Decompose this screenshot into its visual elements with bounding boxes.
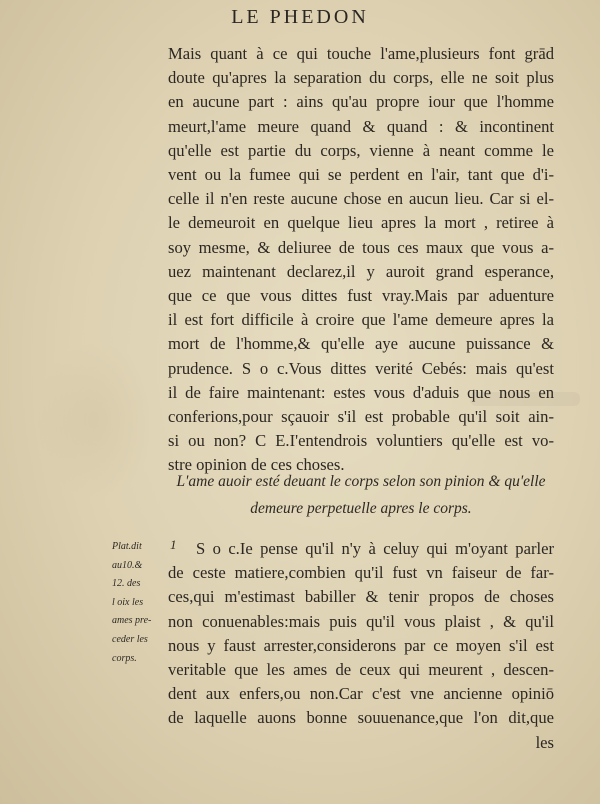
margin-note-line: corps. — [112, 652, 137, 664]
margin-note-line: 12. des — [112, 578, 141, 590]
text-line: conferions,pour sçauoir s'il est probable qu'il soit ain- — [168, 407, 554, 427]
margin-note-line: ceder les — [112, 633, 148, 645]
text-line: il est fort difficile à croire que l'ame demeure apres la — [168, 310, 554, 330]
text-line: si ou non? C E.I'entendrois voluntiers qu'elle est vo- — [168, 431, 554, 451]
text-line: celle il n'en reste aucune chose en aucun lieu. Car si el- — [168, 189, 554, 209]
section-subheading — [168, 468, 554, 522]
text-line: vent ou la fumee qui se perdent en l'air, tant que d'i- — [168, 165, 554, 185]
subheading-line: L'ame auoir esté deuant le corps selon son pinion & qu'elle — [176, 473, 546, 490]
running-head: LE PHEDON — [231, 6, 369, 28]
text-line: en aucune part : ains qu'au propre iour que l'homme — [168, 92, 554, 112]
text-line: uez maintenant declarez,il y auroit grand esperance, — [168, 261, 554, 281]
text-line: ces,qui m'estimast babiller & tenir propos de choses — [168, 587, 554, 607]
text-line: stre opinion de ces choses. — [168, 455, 345, 475]
margin-note-line: au10.& — [112, 559, 143, 571]
marginal-note — [112, 538, 166, 668]
margin-note-line: ames pre- — [112, 615, 152, 627]
text-line: mort de l'homme,& qu'elle aye aucune puissance & — [168, 334, 554, 354]
text-line: meurt,l'ame meure quand & quand : & incontinent — [168, 116, 554, 136]
text-line: soy mesme, & deliuree de tous ces maux que vous a- — [168, 237, 554, 257]
text-line: que ce que vous dittes fust vray.Mais par aduenture — [168, 286, 554, 306]
text-line: de ceste matiere,combien qu'il fust vn faiseur de far- — [168, 563, 554, 583]
text-line: Mais quant à ce qui touche l'ame,plusieurs font grād — [168, 44, 554, 63]
margin-note-line: l oix les — [112, 596, 144, 608]
margin-note-line: Plat.dit — [112, 541, 142, 552]
text-line: prudence. S o c.Vous dittes verité Cebés: mais qu'est — [168, 358, 554, 378]
text-line: dent aux enfers,ou non.Car c'est vne ancienne opiniō — [168, 684, 554, 704]
text-line: nous y faust arrester,considerons par ce moyen s'il est — [168, 635, 554, 655]
catchword: les — [535, 732, 554, 752]
text-line: de laquelle auons bonne souuenance,que l'on dit,que — [168, 708, 554, 728]
text-line: doute qu'apres la separation du corps, elle ne soit plus — [168, 68, 554, 88]
paragraph-1 — [168, 42, 554, 478]
section-number: 1 — [170, 537, 177, 552]
text-line: il de faire maintenant: estes vous d'aduis que nous en — [168, 382, 554, 402]
text-line: qu'elle est partie du corps, vienne à neant comme le — [168, 140, 554, 160]
paragraph-2 — [168, 537, 554, 755]
text-line: non conuenables:mais puis qu'il vous plaist , & qu'il — [168, 611, 554, 631]
text-line: veritable que les ames de ceux qui meurent , descen- — [168, 660, 554, 680]
text-line: le demeuroit en quelque lieu apres la mort , retiree à — [168, 213, 554, 233]
paper-stain — [35, 340, 155, 500]
subheading-line: demeure perpetuelle apres le corps. — [250, 500, 472, 517]
text-line: S o c.Ie pense qu'il n'y à celuy qui m'oyant parler — [196, 539, 554, 558]
